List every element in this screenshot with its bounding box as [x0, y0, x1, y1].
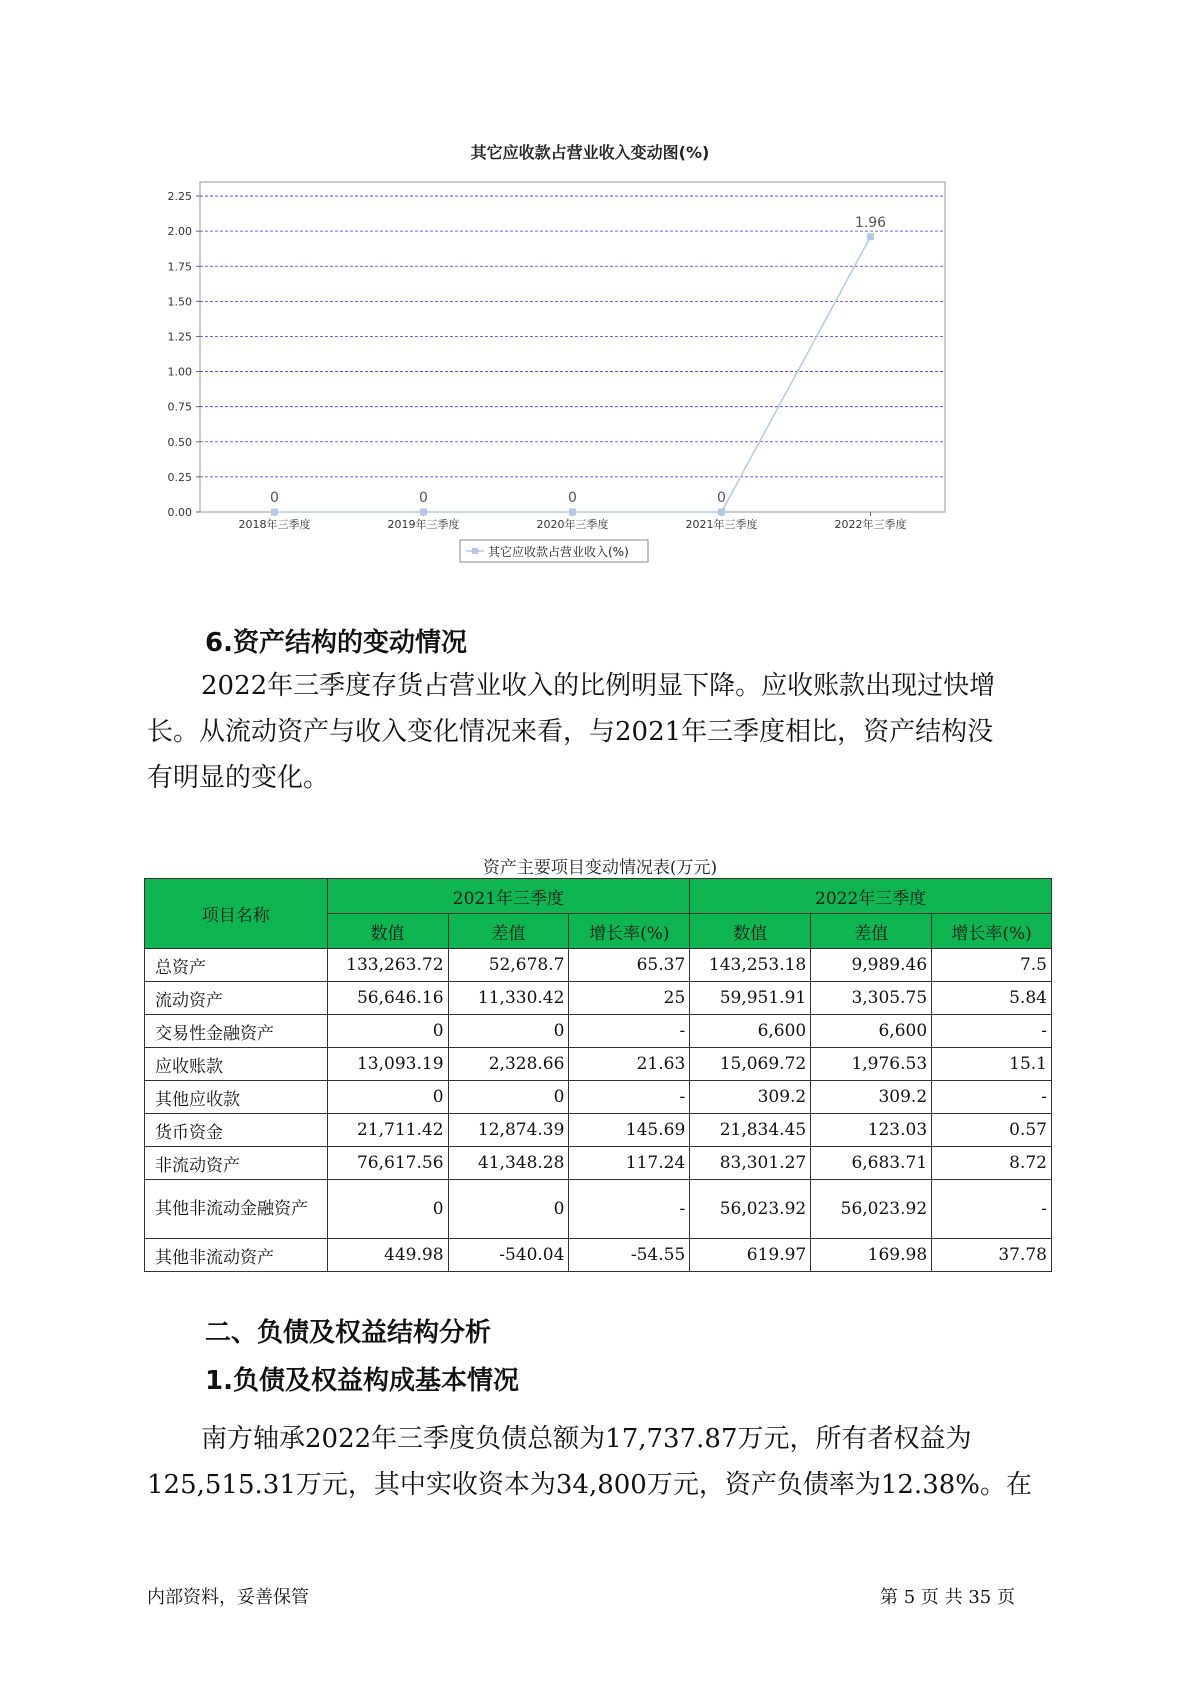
y-tick-label: 0.75	[167, 400, 192, 414]
row-value-cell: 449.98	[327, 1239, 448, 1272]
row-value-cell: 59,951.91	[690, 982, 811, 1015]
row-value-cell: 0	[448, 1015, 569, 1048]
section-heading-liabilities: 二、负债及权益结构分析	[205, 1318, 492, 1348]
row-value-cell: 0	[327, 1081, 448, 1114]
row-value-cell: 25	[569, 982, 690, 1015]
row-value-cell: 56,023.92	[811, 1180, 932, 1239]
row-value-cell: 309.2	[811, 1081, 932, 1114]
footer-confidential-note: 内部资料，妥善保管	[147, 1587, 309, 1608]
table-row	[145, 982, 1052, 1015]
row-item-name: 其他应收款	[145, 1081, 328, 1114]
subheader-diff: 差值	[448, 914, 569, 949]
y-tick-label: 2.25	[167, 190, 192, 204]
data-point	[271, 509, 278, 516]
row-value-cell: 2,328.66	[448, 1048, 569, 1081]
data-point	[718, 509, 725, 516]
y-tick-label: 0.00	[167, 506, 192, 519]
row-value-cell: 56,646.16	[327, 982, 448, 1015]
row-value-cell: 12,874.39	[448, 1114, 569, 1147]
row-item-name: 非流动资产	[145, 1147, 328, 1180]
row-value-cell: 76,617.56	[327, 1147, 448, 1180]
data-label: 0	[717, 490, 726, 506]
row-value-cell: 169.98	[811, 1239, 932, 1272]
row-value-cell: 309.2	[690, 1081, 811, 1114]
data-point	[867, 233, 874, 240]
row-value-cell: -54.55	[569, 1239, 690, 1272]
y-tick-label: 1.25	[167, 330, 192, 344]
table-row	[145, 1114, 1052, 1147]
paragraph-line: 2022年三季度存货占营业收入的比例明显下降。应收账款出现过快增	[201, 671, 996, 701]
legend-marker	[472, 548, 478, 554]
table-row	[145, 1081, 1052, 1114]
row-value-cell: 619.97	[690, 1239, 811, 1272]
table-row	[145, 1147, 1052, 1180]
row-value-cell: 11,330.42	[448, 982, 569, 1015]
y-tick-label: 2.00	[167, 225, 192, 239]
row-value-cell: 21,834.45	[690, 1114, 811, 1147]
subheader-growth: 增长率(%)	[932, 914, 1052, 949]
x-tick-label: 2018年三季度	[238, 518, 311, 531]
row-value-cell: 21,711.42	[327, 1114, 448, 1147]
row-value-cell: 0.57	[932, 1114, 1052, 1147]
row-item-name: 其他非流动资产	[145, 1239, 328, 1272]
paragraph-line: 125,515.31万元，其中实收资本为34,800万元，资产负债率为12.38%。在	[147, 1470, 1032, 1500]
row-item-name: 应收账款	[145, 1048, 328, 1081]
liabilities-paragraph	[147, 1416, 1047, 1508]
table-row	[145, 949, 1052, 982]
row-value-cell: 7.5	[932, 949, 1052, 982]
y-tick-label: 0.50	[167, 435, 192, 449]
header-item-name: 项目名称	[145, 879, 328, 949]
x-tick-label: 2019年三季度	[387, 518, 460, 531]
row-value-cell: 117.24	[569, 1147, 690, 1180]
row-value-cell: 0	[327, 1015, 448, 1048]
row-value-cell: -	[932, 1180, 1052, 1239]
y-tick-label: 1.50	[167, 295, 192, 309]
header-period-2021: 2021年三季度	[327, 879, 690, 914]
row-value-cell: -	[932, 1015, 1052, 1048]
table-row	[145, 1239, 1052, 1272]
data-label: 0	[568, 490, 577, 506]
data-point	[569, 509, 576, 516]
chart-title: 其它应收款占营业收入变动图(%)	[470, 143, 710, 162]
row-value-cell: 13,093.19	[327, 1048, 448, 1081]
row-value-cell: 8.72	[932, 1147, 1052, 1180]
table-row	[145, 1015, 1052, 1048]
row-value-cell: 41,348.28	[448, 1147, 569, 1180]
row-value-cell: 1,976.53	[811, 1048, 932, 1081]
row-value-cell: 133,263.72	[327, 949, 448, 982]
row-item-name: 其他非流动金融资产	[145, 1180, 328, 1239]
asset-changes-table	[144, 878, 1052, 1272]
subheader-value: 数值	[690, 914, 811, 949]
y-tick-label: 1.00	[167, 365, 192, 379]
row-value-cell: 37.78	[932, 1239, 1052, 1272]
row-value-cell: 3,305.75	[811, 982, 932, 1015]
row-value-cell: -	[932, 1081, 1052, 1114]
other-receivables-chart	[150, 140, 1030, 600]
row-value-cell: 145.69	[569, 1114, 690, 1147]
chart-svg	[150, 162, 1030, 622]
row-value-cell: 9,989.46	[811, 949, 932, 982]
row-value-cell: 15.1	[932, 1048, 1052, 1081]
table-row	[145, 1180, 1052, 1239]
row-value-cell: -	[569, 1015, 690, 1048]
x-tick-label: 2022年三季度	[834, 518, 907, 531]
subheader-value: 数值	[327, 914, 448, 949]
table-caption: 资产主要项目变动情况表(万元)	[482, 858, 718, 878]
chart-legend	[460, 540, 648, 562]
data-label: 0	[270, 490, 279, 506]
subheader-diff: 差值	[811, 914, 932, 949]
paragraph-line: 南方轴承2022年三季度负债总额为17,737.87万元，所有者权益为	[201, 1424, 972, 1454]
table-row	[145, 1048, 1052, 1081]
row-item-name: 货币资金	[145, 1114, 328, 1147]
data-label: 1.96	[854, 214, 887, 231]
row-value-cell: 6,600	[690, 1015, 811, 1048]
subsection-heading-liabilities-basic: 1.负债及权益构成基本情况	[205, 1366, 519, 1396]
data-label: 0	[419, 490, 428, 506]
x-tick-label: 2020年三季度	[536, 518, 609, 531]
row-item-name: 流动资产	[145, 982, 328, 1015]
data-point	[420, 509, 427, 516]
row-value-cell: 65.37	[569, 949, 690, 982]
row-value-cell: 6,600	[811, 1015, 932, 1048]
row-value-cell: 52,678.7	[448, 949, 569, 982]
header-period-2022: 2022年三季度	[690, 879, 1052, 914]
subheader-growth: 增长率(%)	[569, 914, 690, 949]
row-value-cell: -540.04	[448, 1239, 569, 1272]
row-item-name: 总资产	[145, 949, 328, 982]
section-heading-asset-structure: 6.资产结构的变动情况	[205, 628, 467, 658]
paragraph-line: 有明显的变化。	[147, 763, 330, 793]
legend-label: 其它应收款占营业收入(%)	[488, 545, 629, 559]
row-value-cell: -	[569, 1081, 690, 1114]
row-value-cell: 15,069.72	[690, 1048, 811, 1081]
row-value-cell: 123.03	[811, 1114, 932, 1147]
y-tick-label: 1.75	[167, 260, 192, 274]
row-value-cell: 143,253.18	[690, 949, 811, 982]
x-tick-label: 2021年三季度	[685, 518, 758, 531]
row-value-cell: 21.63	[569, 1048, 690, 1081]
row-value-cell: 83,301.27	[690, 1147, 811, 1180]
row-value-cell: 0	[448, 1081, 569, 1114]
y-tick-label: 0.25	[167, 470, 192, 484]
asset-structure-paragraph	[147, 663, 1047, 801]
row-value-cell: 56,023.92	[690, 1180, 811, 1239]
row-value-cell: 6,683.71	[811, 1147, 932, 1180]
row-item-name: 交易性金融资产	[145, 1015, 328, 1048]
row-value-cell: 0	[448, 1180, 569, 1239]
row-value-cell: 5.84	[932, 982, 1052, 1015]
row-value-cell: -	[569, 1180, 690, 1239]
footer-page-number: 第 5 页 共 35 页	[880, 1587, 1015, 1608]
paragraph-line: 长。从流动资产与收入变化情况来看，与2021年三季度相比，资产结构没	[147, 717, 994, 747]
row-value-cell: 0	[327, 1180, 448, 1239]
